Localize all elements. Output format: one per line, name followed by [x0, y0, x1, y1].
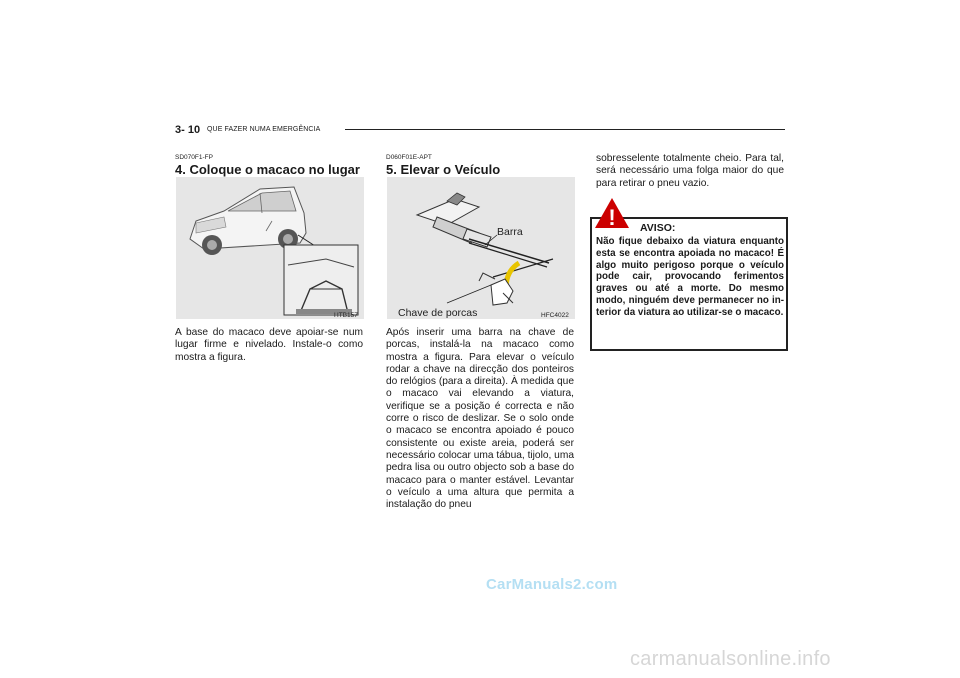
label-bar: Barra [497, 226, 523, 238]
body-text-jack-placement: A base do macaco deve apoiar-se num lugar firme e nivelado. Instale-o como mostra a figura. [175, 327, 363, 363]
page-number: 3- 10 [175, 124, 201, 136]
warning-title: AVISO: [640, 222, 676, 234]
label-wrench: Chave de porcas [398, 307, 478, 319]
body-text-continued: sobresselente totalmente cheio. Para tal, será necessário uma folga maior do que para retirar o pneu vazio. [596, 153, 784, 189]
figure-code-hfc4022: HFC4022 [541, 312, 569, 319]
figure-code-htb157: HTB157 [334, 312, 358, 319]
warning-symbol: ! [608, 205, 616, 229]
watermark-carmanuals2[interactable]: CarManuals2.com [486, 576, 618, 593]
heading-jack-placement: 4. Coloque o macaco no lugar [175, 162, 360, 177]
section-title: QUE FAZER NUMA EMERGÊNCIA [207, 126, 321, 133]
body-text-raise-vehicle: Após inserir uma barra na chave de porcas, instalá-la na macaco como mostra a figura. Para elevar o veículo rodar a chave na direcção dos ponteiros do relógios (para a direita). À medida que o macaco vai elevando a viatura, verifique se a posição é correcta e não corre o risco de deslizar. Se o solo onde o macaco se encontra apoiado é pouco consistente ou existe areia, poderá ser necessário colocar uma tábua, tijolo, uma pedra lisa ou outro objecto sob a base do macaco para o manter estável. Levantar o veículo a uma altura que permita a instalação do pneu [386, 327, 575, 511]
section-code-jack-placement: SD070F1-FP [175, 154, 213, 161]
warning-triangle-icon [594, 197, 630, 229]
illustration-car-jack [176, 177, 364, 319]
header-rule [345, 129, 785, 130]
watermark-carmanualsonline[interactable]: carmanualsonline.info [630, 648, 831, 670]
heading-raise-vehicle: 5. Elevar o Veículo [386, 162, 501, 177]
warning-text: Não fique debaixo da viatura enquanto esta se encontra apoiada no macaco! É algo muito perigoso porque o veículo pode cair, provocando ferimentos graves ou até a morte. Do mesmo modo, ninguém deve permanecer no in-terior da viatura ao utilizar-se o macaco. [596, 236, 784, 318]
section-code-raise-vehicle: D060F01E-APT [386, 154, 432, 161]
illustration-wrench-bar [387, 177, 575, 319]
